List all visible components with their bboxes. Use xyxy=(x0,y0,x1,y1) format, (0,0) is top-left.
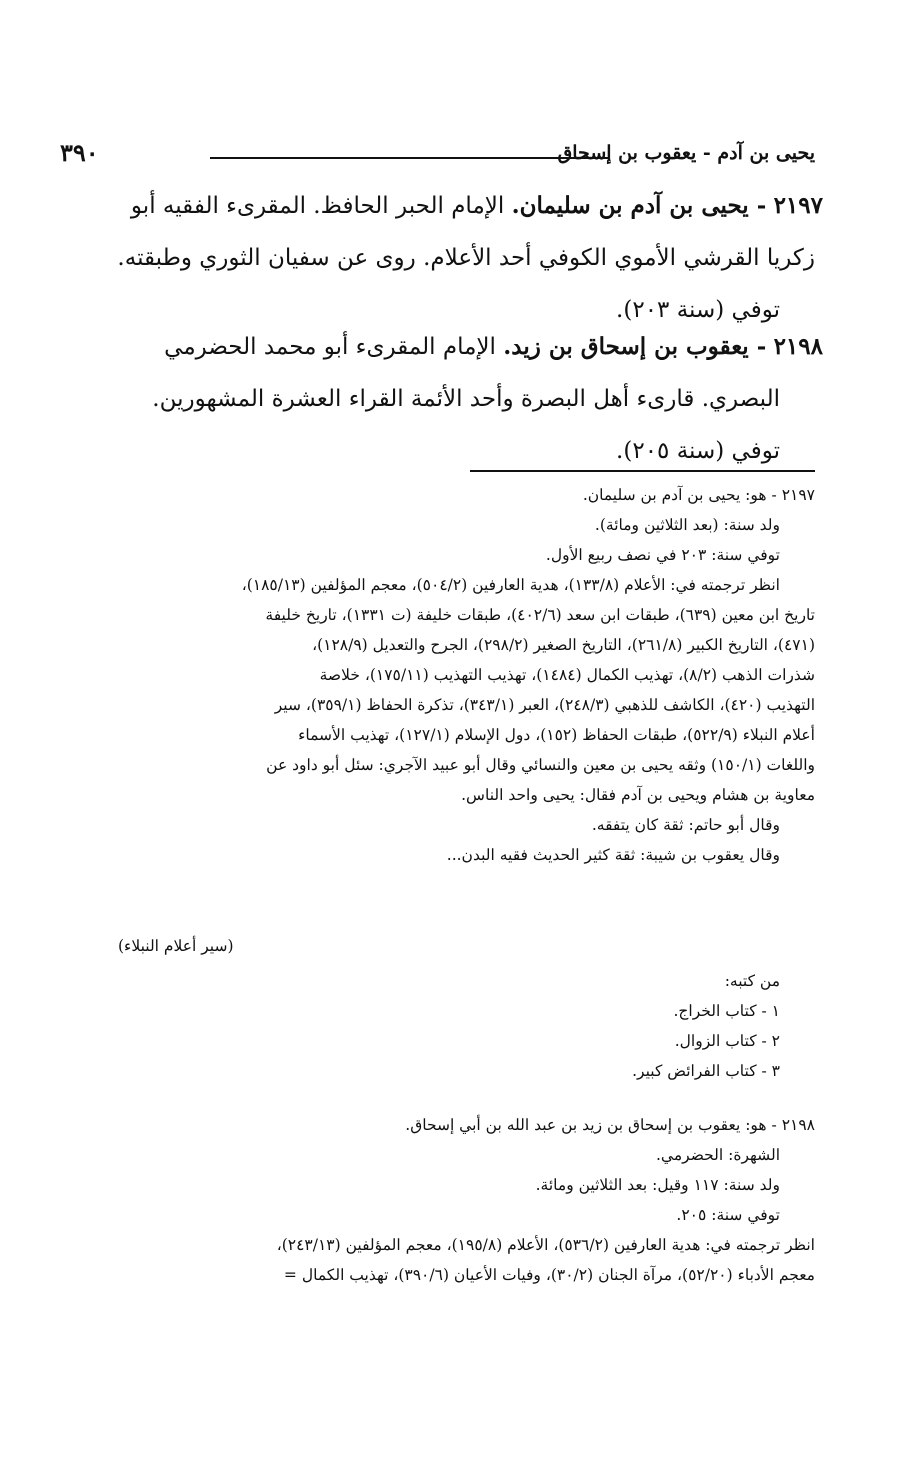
footnote-line: توفي سنة: ٢٠٣ في نصف ربيع الأول. xyxy=(545,546,780,564)
book-item: ٢ - كتاب الزوال. xyxy=(674,1032,780,1050)
entry-first-line xyxy=(95,321,823,373)
footnote-line: معاوية بن هشام ويحيى بن آدم فقال: يحيى واحد الناس. xyxy=(461,786,815,804)
entry-number: ٢١٩٨ xyxy=(773,333,823,360)
entry-text: الإمام المقرىء أبو محمد الحضرمي xyxy=(164,334,496,360)
running-title: يحيى بن آدم - يعقوب بن إسحاق xyxy=(557,142,815,164)
entry-line: زكريا القرشي الأموي الكوفي أحد الأعلام. روى عن سفيان الثوري وطبقته. xyxy=(117,245,815,271)
footnote-source: (سير أعلام النبلاء) xyxy=(118,937,234,955)
footnote-line: أعلام النبلاء (٥٢٢/٩)، طبقات الحفاظ (١٥٢)، دول الإسلام (١٢٧/١)، تهذيب الأسماء xyxy=(298,726,815,744)
footnote-line: ٢١٩٧ - هو: يحيى بن آدم بن سليمان. xyxy=(582,486,815,504)
entry-death: توفي (سنة ٢٠٣). xyxy=(616,297,780,323)
header-rule xyxy=(210,157,608,159)
footnote-line: وقال يعقوب بن شيبة: ثقة كثير الحديث فقيه البدن... xyxy=(446,846,780,864)
footnote-books xyxy=(95,966,815,1086)
footnote-line: ٢١٩٨ - هو: يعقوب بن إسحاق بن زيد بن عبد الله بن أبي إسحاق. xyxy=(405,1116,815,1134)
entry-heading: - يحيى بن آدم بن سليمان. xyxy=(511,192,767,219)
entry-first-line xyxy=(95,180,823,232)
footnote-line: ولد سنة: (بعد الثلاثين ومائة). xyxy=(594,516,780,534)
footnote-line: الشهرة: الحضرمي. xyxy=(656,1146,780,1164)
footnote-line: وقال أبو حاتم: ثقة كان يتفقه. xyxy=(591,816,780,834)
entry-line: البصري. قارىء أهل البصرة وأحد الأئمة القراء العشرة المشهورين. xyxy=(152,386,780,412)
footnote-line: واللغات (١٥٠/١) وثقه يحيى بن معين والنسائي وقال أبو عبيد الآجري: سئل أبو داود عن xyxy=(266,756,815,774)
footnote-line: معجم الأدباء (٥٢/٢٠)، مرآة الجنان (٣٠/٢)، وفيات الأعيان (٣٩٠/٦)، تهذيب الكمال = xyxy=(283,1266,815,1284)
page-number: ٣٩٠ xyxy=(60,138,99,167)
entry-heading: - يعقوب بن إسحاق بن زيد. xyxy=(503,333,767,360)
footnote-line: انظر ترجمته في: الأعلام (١٣٣/٨)، هدية العارفين (٥٠٤/٢)، معجم المؤلفين (١٨٥/١٣)، xyxy=(241,576,780,594)
footnote-line: تاريخ ابن معين (٦٣٩)، طبقات ابن سعد (٤٠٢/٦)، طبقات خليفة (ت ١٣٣١)، تاريخ خليفة xyxy=(265,606,815,624)
entry-text: الإمام الحبر الحافظ. المقرىء الفقيه أبو xyxy=(130,193,505,219)
footnote-2198 xyxy=(95,1110,815,1290)
entry-number: ٢١٩٧ xyxy=(773,192,823,219)
footnote-line: شذرات الذهب (٨/٢)، تهذيب الكمال (١٤٨٤)، تهذيب التهذيب (١٧٥/١١)، خلاصة xyxy=(319,666,815,684)
footnote-line: التهذيب (٤٢٠)، الكاشف للذهبي (٢٤٨/٣)، العبر (٣٤٣/١)، تذكرة الحفاظ (٣٥٩/١)، سير xyxy=(274,696,815,714)
footnote-rule xyxy=(470,470,815,472)
footnote-line: ولد سنة: ١١٧ وقيل: بعد الثلاثين ومائة. xyxy=(535,1176,780,1194)
book-item: ١ - كتاب الخراج. xyxy=(673,1002,780,1020)
entry-death: توفي (سنة ٢٠٥). xyxy=(616,438,780,464)
book-item: ٣ - كتاب الفرائض كبير. xyxy=(632,1062,780,1080)
footnote-line: انظر ترجمته في: هدية العارفين (٥٣٦/٢)، الأعلام (١٩٥/٨)، معجم المؤلفين (٢٤٣/١٣)، xyxy=(276,1236,815,1254)
footnote-2197 xyxy=(95,480,815,870)
entry-2198 xyxy=(95,321,823,477)
footnote-line: توفي سنة: ٢٠٥. xyxy=(676,1206,780,1224)
page-header xyxy=(60,138,815,178)
footnote-line: (٤٧١)، التاريخ الكبير (٢٦١/٨)، التاريخ الصغير (٢٩٨/٢)، الجرح والتعديل (١٢٨/٩)، xyxy=(312,636,815,654)
entry-2197 xyxy=(95,180,823,336)
books-title: من كتبه: xyxy=(724,972,780,990)
